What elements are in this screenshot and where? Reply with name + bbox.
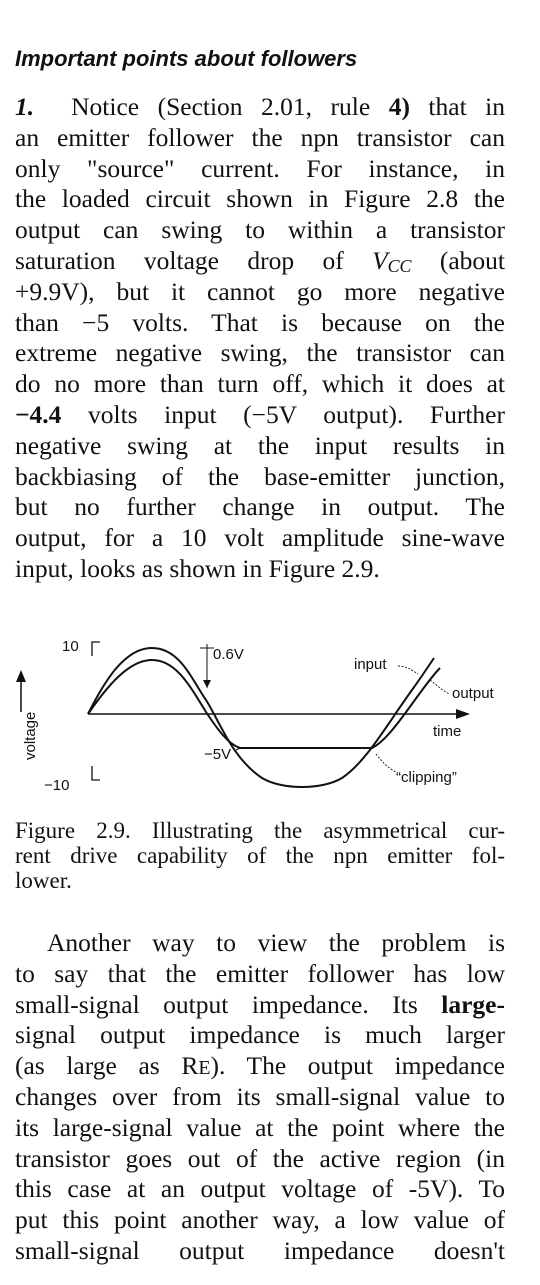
y-axis-label: voltage — [22, 711, 39, 760]
paragraph-2-line: put this point another way, a low value of — [15, 1205, 505, 1235]
paragraph-1-line: but no further change in output. The — [15, 492, 505, 522]
paragraph-2-line: transistor goes out of the active region (in — [15, 1143, 505, 1173]
paragraph-1-line: 1. Notice (Section 2.01, rule 4) that in — [15, 92, 505, 121]
output-waveform — [88, 660, 440, 748]
paragraph-2-line: to say that the emitter follower has low — [15, 958, 505, 988]
figure-caption — [15, 818, 505, 893]
section-heading: Important points about followers — [15, 46, 358, 71]
paragraph-1-line: output can swing to within a transistor — [15, 215, 505, 245]
waveform-diagram — [0, 630, 540, 800]
paragraph-1-line: output, for a 10 volt amplitude sine-wave — [15, 523, 505, 553]
offset-arrow — [203, 680, 211, 688]
output-leader — [430, 680, 450, 694]
paragraph-1-line: −4.4 volts input (−5V output). Further — [15, 399, 505, 429]
paragraph-1-line: negative swing at the input results in — [15, 430, 505, 460]
paragraph-1-line: an emitter follower the npn transistor can — [15, 122, 505, 152]
paragraph-2-line: this case at an output voltage of -5V). To — [15, 1174, 505, 1204]
label-0-6v: 0.6V — [213, 646, 244, 663]
caption-line: lower. — [15, 868, 72, 893]
caption-line: Figure 2.9. Illustrating the asymmetrical cur- — [15, 818, 505, 843]
axis-bottom-bracket — [92, 766, 100, 780]
y-tick-top: 10 — [62, 638, 79, 655]
y-tick-bottom: −10 — [44, 777, 70, 794]
item-number: 1. — [15, 92, 35, 121]
figure-2-9 — [0, 630, 540, 800]
paragraph-2-line: Another way to view the problem is — [47, 928, 505, 957]
paragraph-2-line: small-signal output impedance doesn't — [15, 1235, 505, 1265]
time-arrow-head — [456, 709, 470, 719]
paragraph-1-line: input, looks as shown in Figure 2.9. — [15, 553, 380, 583]
caption-line: rent drive capability of the npn emitter fol- — [15, 843, 505, 868]
paragraph-1-line: than −5 volts. That is because on the — [15, 307, 505, 337]
paragraph-2-line: changes over from its small-signal value to — [15, 1081, 505, 1111]
paragraph-2 — [15, 928, 505, 1267]
paragraph-1-line: the loaded circuit shown in Figure 2.8 the — [15, 184, 505, 214]
paragraph-2-line: small-signal output impedance. Its large- — [15, 989, 505, 1019]
paragraph-1-line: extreme negative swing, the transistor can — [15, 338, 505, 368]
axis-top-bracket — [92, 642, 100, 656]
paragraph-1-line: backbiasing of the base-emitter junction, — [15, 461, 505, 491]
time-label: time — [433, 723, 462, 740]
label-minus-5v: −5V — [204, 746, 232, 763]
label-input: input — [354, 656, 387, 673]
paragraph-1-line: saturation voltage drop of VCC (about — [15, 245, 505, 277]
input-leader — [398, 666, 418, 674]
paragraph-1-line: +9.9V), but it cannot go more negative — [15, 276, 505, 306]
paragraph-1 — [15, 92, 505, 585]
paragraph-2-line: (as large as RE). The output impedance — [15, 1051, 505, 1081]
label-clipping: “clipping” — [396, 769, 457, 786]
paragraph-1-line: do no more than turn off, which it does at — [15, 369, 505, 399]
clipping-leader — [376, 754, 396, 772]
label-output: output — [452, 685, 494, 702]
paragraph-2-line: signal output impedance is much larger — [15, 1020, 505, 1050]
paragraph-1-line: only "source" current. For instance, in — [15, 153, 505, 183]
voltage-arrow-head — [16, 670, 26, 682]
paragraph-2-line: its large-signal value at the point where the — [15, 1112, 505, 1142]
